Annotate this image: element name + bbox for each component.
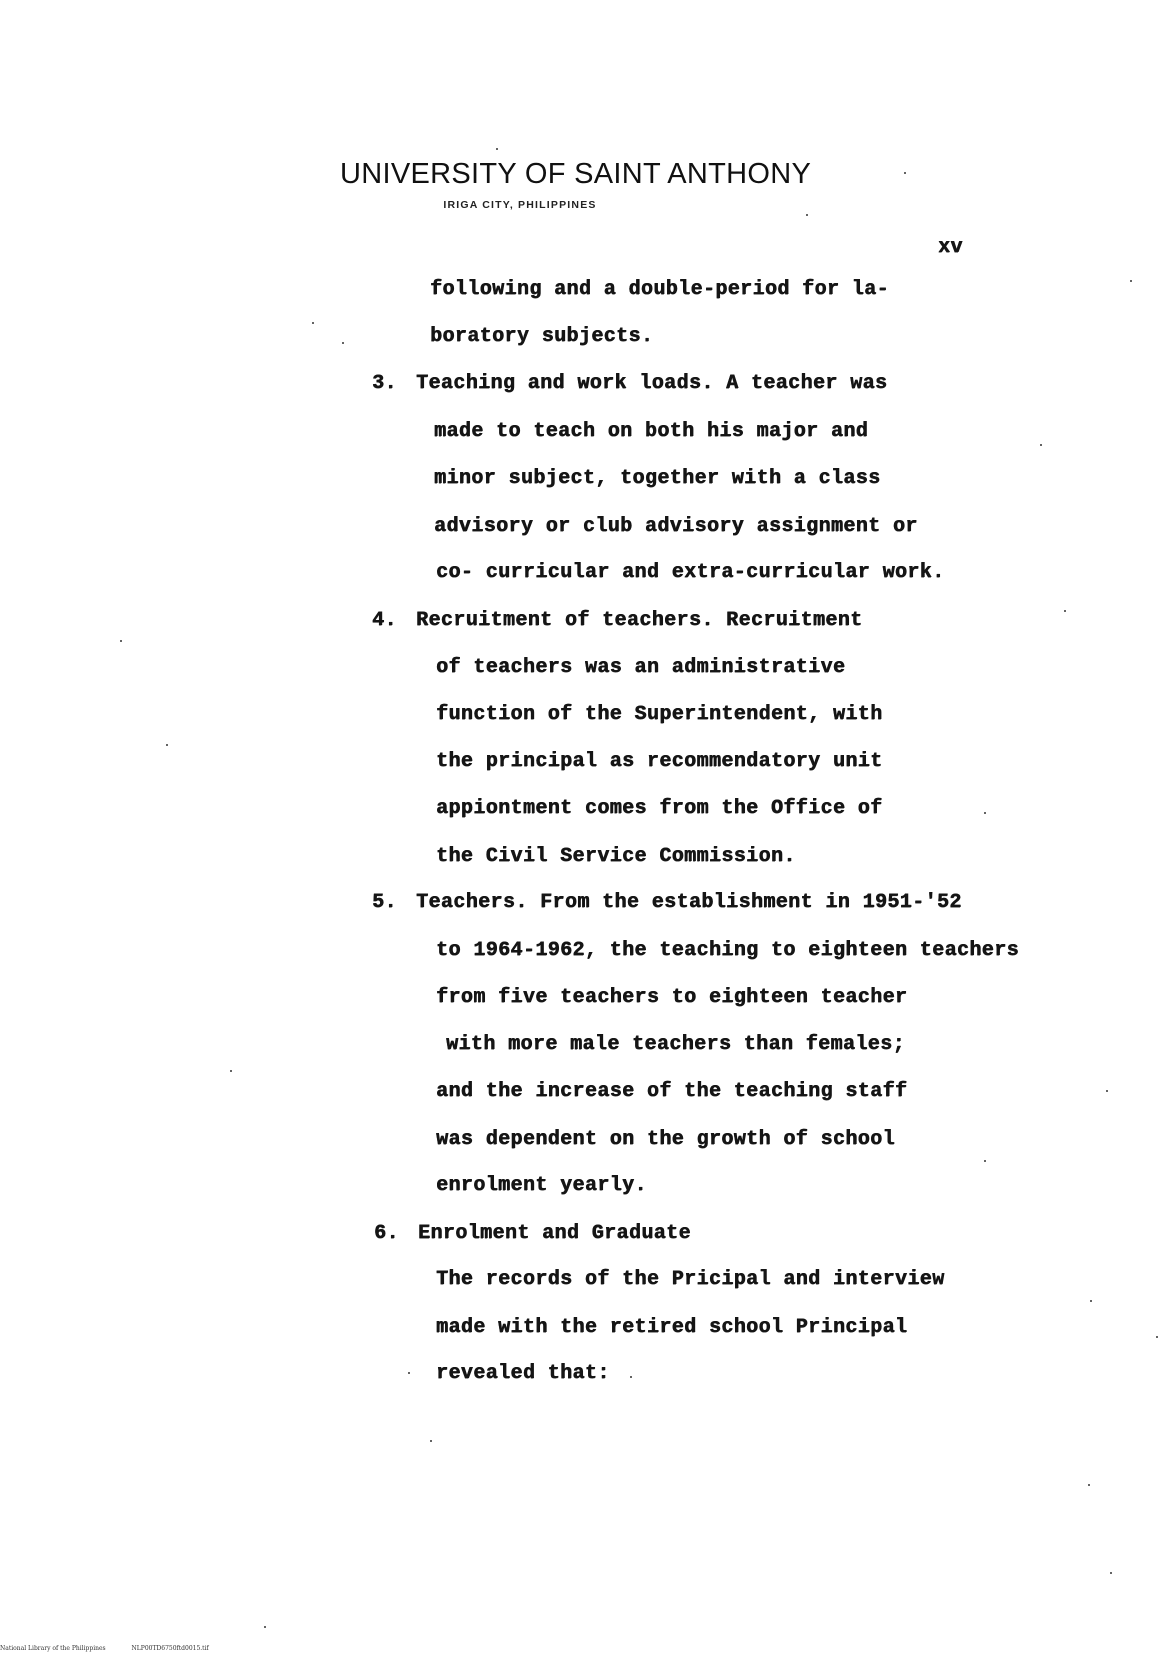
scan-speck bbox=[1130, 280, 1132, 282]
letterhead bbox=[340, 158, 860, 211]
scan-footer bbox=[0, 1645, 233, 1652]
text-line: revealed that: bbox=[436, 1362, 610, 1385]
scan-speck bbox=[1090, 1300, 1092, 1302]
scan-speck bbox=[1156, 1336, 1158, 1338]
text-line: boratory subjects. bbox=[430, 325, 654, 348]
text-line: following and a double-period for la- bbox=[430, 278, 889, 301]
text-line: made with the retired school Principal bbox=[436, 1316, 908, 1339]
item-number: 5. bbox=[372, 891, 397, 914]
text-line: Recruitment of teachers. Recruitment bbox=[416, 609, 863, 632]
scan-speck bbox=[630, 1376, 632, 1378]
footer-filename: NLP00TD6750ftd0015.tif bbox=[131, 1645, 209, 1652]
scan-speck bbox=[1040, 444, 1042, 446]
text-line: was dependent on the growth of school bbox=[436, 1128, 895, 1151]
scan-speck bbox=[1088, 1484, 1090, 1486]
footer-library: National Library of the Philippines bbox=[0, 1645, 106, 1652]
scan-speck bbox=[984, 1160, 986, 1162]
text-line: with more male teachers than females; bbox=[446, 1033, 905, 1056]
text-line: minor subject, together with a class bbox=[434, 467, 881, 490]
item-number: 3. bbox=[372, 372, 397, 395]
text-line: appiontment comes from the Office of bbox=[436, 797, 883, 820]
text-line: made to teach on both his major and bbox=[434, 420, 869, 443]
item-number: 6. bbox=[374, 1222, 399, 1245]
scan-speck bbox=[230, 1070, 232, 1072]
text-line: to 1964-1962, the teaching to eighteen teachers bbox=[436, 939, 1019, 962]
text-line: enrolment yearly. bbox=[436, 1174, 647, 1197]
scan-speck bbox=[496, 148, 498, 150]
scan-speck bbox=[430, 1440, 432, 1442]
university-name: UNIVERSITY OF SAINT ANTHONY bbox=[340, 158, 812, 190]
page-number: xv bbox=[938, 236, 963, 259]
scan-speck bbox=[120, 640, 122, 642]
text-line: co- curricular and extra-curricular work. bbox=[436, 561, 945, 584]
scan-speck bbox=[264, 1626, 266, 1628]
scan-speck bbox=[806, 214, 808, 216]
item-number: 4. bbox=[372, 609, 397, 632]
scan-speck bbox=[342, 342, 344, 344]
university-location: IRIGA CITY, PHILIPPINES bbox=[443, 199, 597, 211]
text-line: the principal as recommendatory unit bbox=[436, 750, 883, 773]
scan-speck bbox=[408, 1372, 410, 1374]
text-line: The records of the Pricipal and interview bbox=[436, 1268, 945, 1291]
scan-speck bbox=[984, 812, 986, 814]
text-line: Enrolment and Graduate bbox=[418, 1222, 691, 1245]
text-line: the Civil Service Commission. bbox=[436, 845, 796, 868]
text-line: advisory or club advisory assignment or bbox=[434, 515, 918, 538]
text-line: of teachers was an administrative bbox=[436, 656, 846, 679]
scan-speck bbox=[1110, 1572, 1112, 1574]
scan-speck bbox=[166, 744, 168, 746]
scan-speck bbox=[312, 322, 314, 324]
text-line: Teachers. From the establishment in 1951-'52 bbox=[416, 891, 962, 914]
text-line: from five teachers to eighteen teacher bbox=[436, 986, 908, 1009]
scan-speck bbox=[1106, 1090, 1108, 1092]
text-line: and the increase of the teaching staff bbox=[436, 1080, 908, 1103]
text-line: function of the Superintendent, with bbox=[436, 703, 883, 726]
scan-speck bbox=[1064, 610, 1066, 612]
scan-speck bbox=[904, 172, 906, 174]
text-line: Teaching and work loads. A teacher was bbox=[416, 372, 888, 395]
